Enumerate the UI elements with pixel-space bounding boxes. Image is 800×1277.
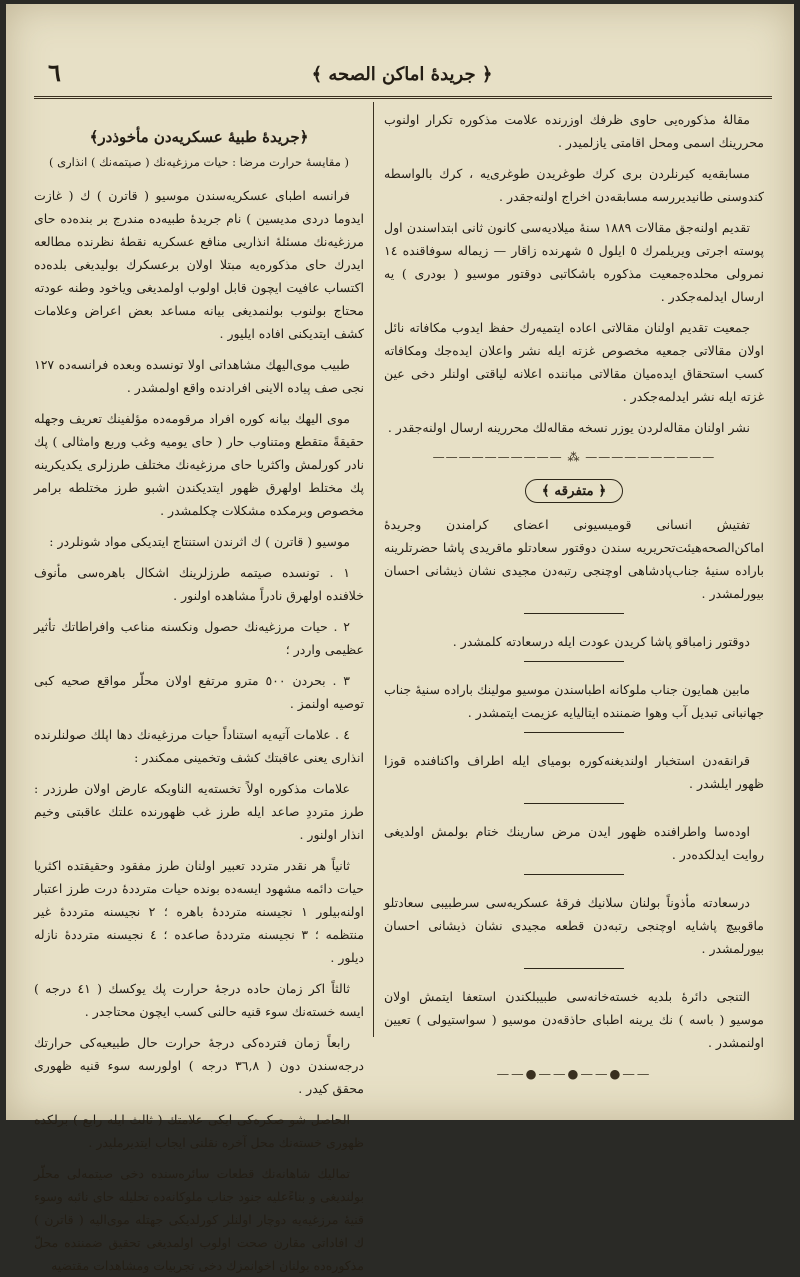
left-column [34,108,365,1273]
paragraph: فرانسه اطباى عسكريه‌سندن موسيو ( قاترن ) ك ( غازت ايدوما دردى مديسين ) نام جريدهٔ طبيه‌ده مندرج بر بنده‌ده حاى مرزغيه‌نك مسئلهٔ انذاريى منافع عسكريه نقطهٔ نظرنده مطالعه ايدرك حاى مذكوره‌يه مبتلا اولان برعسكرك بوليديغى بلده‌ده اكتساب عافيت ايچون قابل اولوب اولمديغى وياخود وطنه عودته محتاج بولنوب بولنمديغى بيانه مساعد بعض اعراض وعلامات كشف ايتديكنى افاده ايليور . [34,188,364,341]
right-column [384,108,765,1081]
paragraph: رابعاً زمان فترده‌كى درجهٔ حرارت حال طبيعيه‌كى حرارتك درجه‌سندن دون ( ٣٦,٨ درجه ) اولورسه سوء قنيه ظهورى محقق كيدر . [34,1035,364,1096]
item-divider [524,613,624,614]
page-header [34,54,770,94]
newspaper-page [6,4,794,1273]
paragraph: تماليك شاهانه‌نك قطعات سائره‌سنده دخى صيتمه‌لى محلّر بولنديغى و بناءًعليه جنود جناب ملوكانه‌ده تحليله حاى نائبه وسوء قنيهٔ مرزغيه‌يه دوچار اولنلر كورلديكى جهتله موى‌اليه ( قاترن ) ك افاداتى مقارن صحت اولوب اولمديغى تحقيق ضمننده محلّ مذكوره‌ده بولنان اخوانمزك دخى تجربيات ومشاهدات مقتضيه [34,1166,364,1273]
column-divider [373,102,374,1037]
list-item: ٢ . حيات مرزغيه‌نك حصول ونكسنه مناعب وافراطاتك تأثير عظيمى واردر ؛ [34,619,364,657]
news-item: التنجى دائرهٔ بلديه خسته‌خانه‌سى طبيبلكندن استعفا ايتمش اولان موسيو ( باسه ) نك يرينه اطباى حاذقه‌دن موسيو ( سواستيولى ) تعيين اولنمشدر . [384,989,764,1050]
section-title: ﴿ متفرقه ﴾ [525,479,624,503]
paragraph: طبيب موى‌اليهك مشاهداتى اولا تونسده وبعده فرانسه‌ده ١٢٧ نجى صف پياده الاينى افرادنده واقع اولمشدر . [34,357,364,395]
item-divider [524,803,624,804]
news-item: مابين همايون جناب ملوكانه اطباسندن موسيو مولينك باراده سنيهٔ جناب جهانبانى تبديل آب وهوا ضمننده ايتاليايه عزيمت ايتمشدر . [384,682,764,720]
bottom-ornament: ——●——●——●—— [496,1066,652,1081]
paragraph: تقديم اولنه‌جق مقالات ١٨٨٩ سنهٔ ميلاديه‌سى كانون ثانى ابتداسندن اول پوسته اجرتى ويريلمرك ٥ ايلول ٥ شهرنده زاقار — زيماله سوفاقنده ١٤ نمرولى محلده‌جمعيت مذكوره باشكاتبى دوقتور موسيو ( بودرى ) يه ارسال ايدلمه‌جكدر . [384,220,765,304]
news-item: قرانقه‌دن استخبار اولنديغنه‌كوره بوميای ايله اطراف واكنافنده قوزا ظهور ايلشدر . [384,753,764,791]
news-item: اوده‌سا واطرافنده ظهور ايدن مرض سارينك ختام بولمش اولديغى روايت ايدلكده‌در . [384,824,764,862]
news-item: تفتيش انسانى قوميسيونى اعضاى كرامندن وجريدهٔ اماكن‌الصحه‌هيئت‌تحريريه سندن دوقتور سعادتلو ماقريدى پاشا حضرتلرينه باراده سنيهٔ جناب‌پادشاهى اوچنجى رتبه‌دن مجيدى نشان ذيشانى احسان بيورلمشدر . [384,517,764,601]
paragraph: الحاصل شو صكره‌كى ايكى علامتك ( ثالث ايله رابع ) برلكده ظهورى خسته‌نك محل آخره نقلنى ايجاب ايتديرمليدر . [34,1112,364,1150]
list-item: ٤ . علامات آتيه‌يه استناداً حيات مرزغيه‌نك دها اپلك صولنلرنده انذارى يعنى عاقبتك كشف وتخمينى ممكندر : [34,727,364,765]
list-item: ٣ . بحردن ٥٠٠ مترو مرتفع اولان محلّر مواقع صحيه كبى توصيه اولنمز . [34,673,364,711]
ornament-divider: —————————— ⁂ —————————— [432,450,716,464]
paragraph: جمعيت تقديم اولنان مقالاتى اعاده ايتميه‌رك حفظ ايدوب مكافاته نائل اولان مقالاتى جمعيه مخصوص غزته ايله نشر واعلان ايده‌جك ومكافاته كسب استحقاق ايده‌ميان مقالاتى مباننده اعلانه لياقتى اولنلر دخى عين غزته ايله نشر ايدلمه‌جكدر . [384,320,764,404]
paragraph: موسيو ( قاترن ) ك اثرندن استنتاج ايتديكى مواد شونلردر : [49,534,350,549]
paragraph: ثالثاً اكر زمان حاده درجهٔ حرارت پك يوكسك ( ٤١ درجه ) ايسه خسته‌نك سوء قنيه حالنى كسب ايچون محتاجدر . [34,981,364,1019]
header-rule [34,96,772,99]
paragraph: علامات مذكوره اولاً تخسته‌يه الناوبكه عارض اولان طرزدر : طرز مترددِ صاعد ايله طرز غب ظهورنده علتك عاقبتى وخيم انذار اولنور . [34,781,364,842]
news-item: دوقتور زامباقو پاشا كريدن عودت ايله درسعادته كلمشدر . [452,634,750,649]
page-number: ٦ [48,58,61,87]
paragraph: موى اليهك بيانه كوره افراد مرقومه‌ده مؤلفينك تعريف وجهله حقيقةً متقطع ومتناوب حار ( حاى يوميه وغب وربع وامثالى ) پك نادر كورلمش واكثريا حاى مرزغيه‌نك مختلف طرزلرى يكديكرينه پك مختلط اولهرق ظهور ايتديكندن اشبو طرز مختلطه برامر مخصوص وبرمكده مشكلات چكلمشدر . [34,411,364,518]
news-item: درسعادته مأذوناً بولنان سلانيك فرقهٔ عسكريه‌سى سرطبيبى سعادتلو ماقوبيچ پاشايه اوچنجى رتبه‌دن قطعه مجيدى نشان ذيشانى احسان بيورلمشدر . [384,895,764,956]
list-item: ١ . تونسده صيتمه طرزلرينك اشكال باهره‌سى مأنوف خلافنده اولهرق نادراً مشاهده اولنور . [34,565,364,603]
paragraph: نشر اولنان مقاله‌لردن يوزر نسخه مقاله‌لك محررينه ارسال اولنه‌جقدر . [387,420,750,435]
item-divider [524,874,624,875]
journal-title: ﴿ جريدهٔ اماكن الصحه ﴾ [311,64,493,85]
paragraph: مسابقه‌يه كيرنلردن برى كرك طوغريدن طوغرى‌يه ، كرك بالواسطه كندوسنى طانيديررسه مسابقه‌دن اخراج اولنه‌جقدر . [384,166,764,204]
item-divider [524,732,624,733]
item-divider [524,661,624,662]
paragraph: ثانياً هر نقدر متردد تعبير اولنان طرز مفقود وحقيقتده اكثريا حيات دائمه مشهود ايسه‌ده بونده حيات مترددهٔ درت طرز اعتبار اولنه‌بيلور ١ نجيسنه مترددهٔ باهره ؛ ٢ نجيسنه مترددهٔ غير منتظمه ؛ ٣ نجيسنه مترددهٔ صاعده ؛ ٤ نجيسنه مترددهٔ نازله ديلور . [34,858,365,965]
article-title: ﴿جريدهٔ طبيهٔ عسكريه‌دن مأخوذدر﴾ [89,128,309,146]
item-divider [524,968,624,969]
section-heading [384,479,764,503]
article-subtitle: ( مقايسهٔ حرارت مرضا : حيات مرزغيه‌نك ( صيتمه‌نك ) انذارى ) [48,155,350,169]
paragraph: مقالهٔ مذكوره‌يى حاوى ظرفك اوزرنده علامت مذكوره تكرار اولنوب محررينك اسمى ومحل اقامتى يازلميدر . [384,112,764,150]
